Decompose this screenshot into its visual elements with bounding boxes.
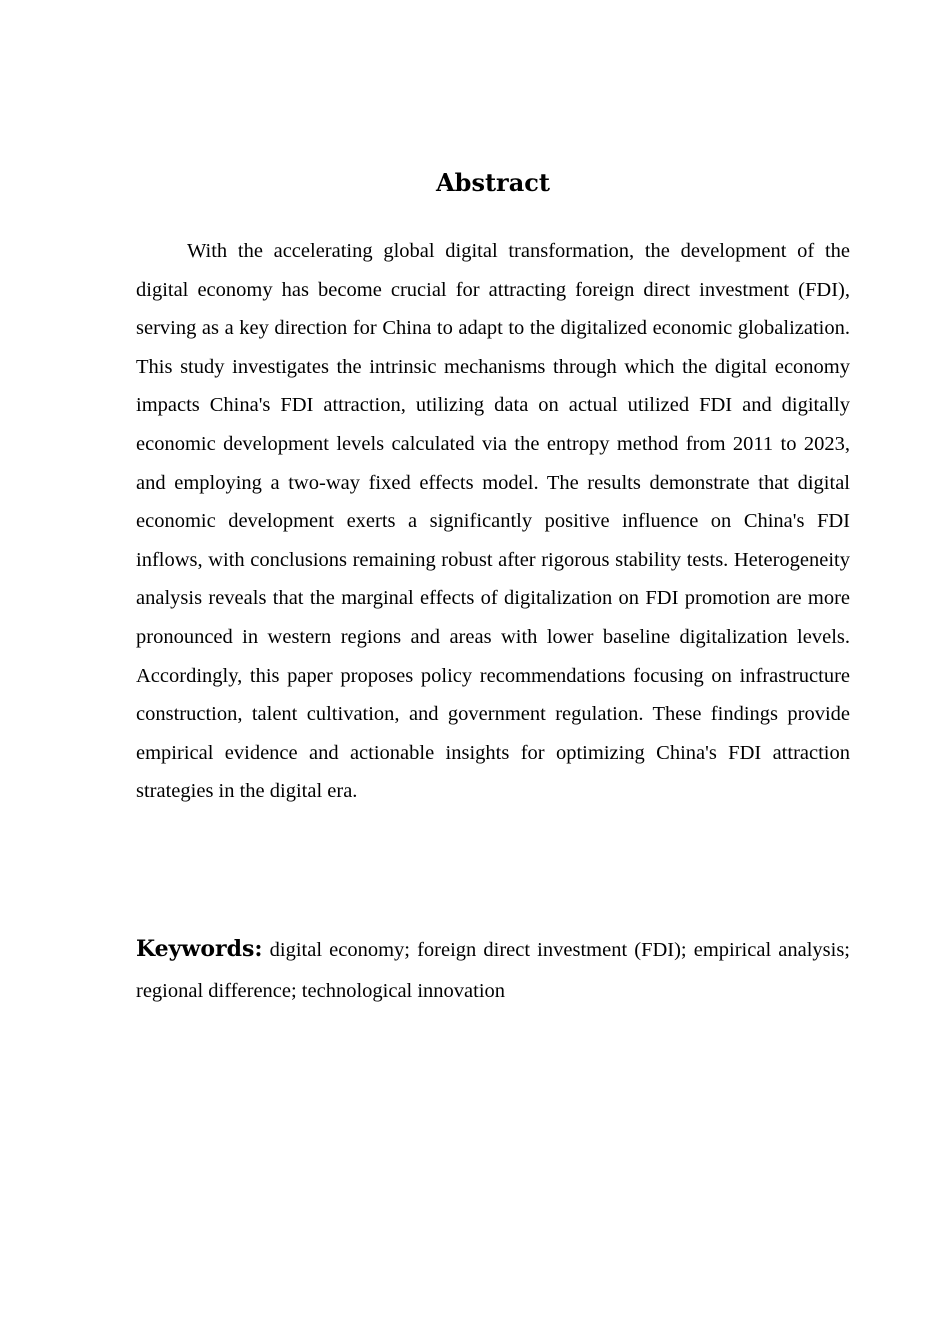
keywords-paragraph xyxy=(136,929,850,1012)
abstract-body: With the accelerating global digital transformation, the development of the digital economy has become crucial for attracting foreign direct investment (FDI), serving as a key direction for China to adapt to the digitalized economic globalization. This study investigates the intrinsic mechanisms through which the digital economy impacts China's FDI attraction, utilizing data on actual utilized FDI and digitally economic development levels calculated via the entropy method from 2011 to 2023, and employing a two-way fixed effects model. The results demonstrate that digital economic development exerts a significantly positive influence on China's FDI inflows, with conclusions remaining robust after rigorous stability tests. Heterogeneity analysis reveals that the marginal effects of digitalization on FDI promotion are more pronounced in western regions and areas with lower baseline digitalization levels. Accordingly, this paper proposes policy recommendations focusing on infrastructure construction, talent cultivation, and government regulation. These findings provide empirical evidence and actionable insights for optimizing China's FDI attraction strategies in the digital era. xyxy=(136,240,850,803)
keywords-list: digital economy; foreign direct investment (FDI); empirical analysis; regional difference; technological innovation xyxy=(136,939,851,1002)
keywords-label: Keywords: xyxy=(136,936,263,962)
abstract-title: Abstract xyxy=(436,168,550,197)
